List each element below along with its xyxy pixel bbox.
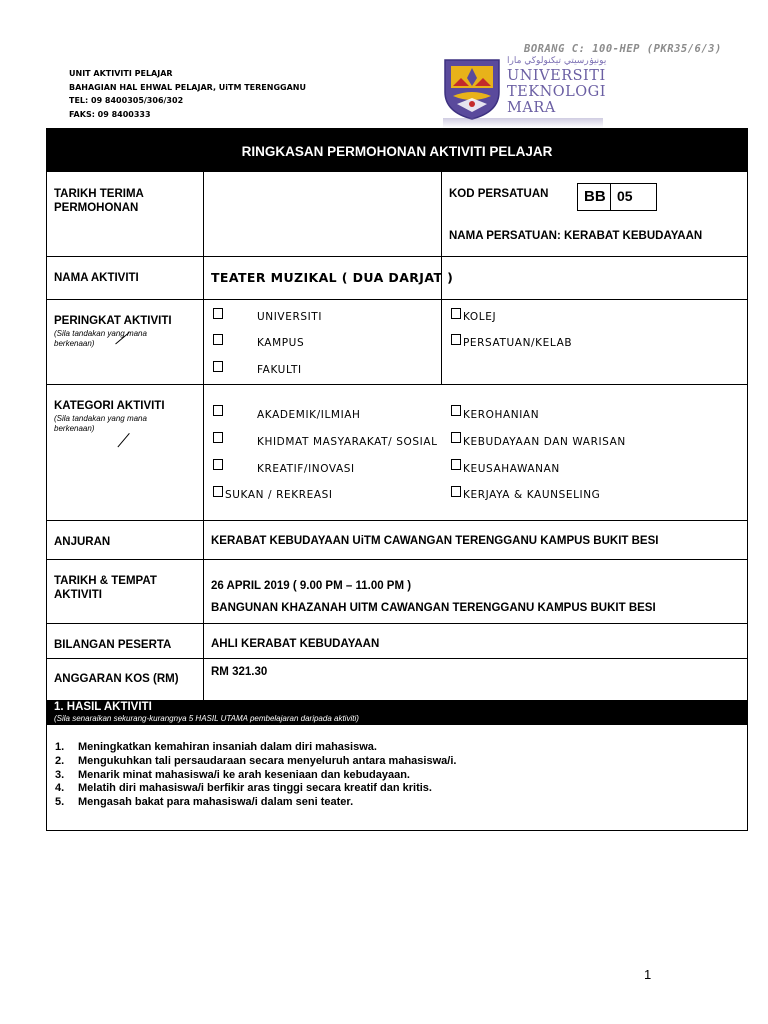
checkbox-kampus[interactable] [213,334,223,345]
hasil-aktiviti-note: (Sila senaraikan sekurang-kurangnya 5 HASIL UTAMA pembelajaran daripada aktiviti) [54,714,359,723]
tempat-value[interactable]: BANGUNAN KHAZANAH UITM CAWANGAN TERENGGANU KAMPUS BUKIT BESI [211,602,656,614]
page-number: 1 [644,967,652,982]
peringkat-note: (Sila tandakan yang mana berkenaan) [54,329,147,348]
uitm-crest-icon [443,58,501,120]
option-sukan: SUKAN / REKREASI [225,489,333,501]
checkbox-kerjaya[interactable] [451,486,461,497]
checkbox-kebudayaan[interactable] [451,432,461,443]
anggaran-kos-value[interactable]: RM 321.30 [211,666,268,678]
option-kebudayaan: KEBUDAYAAN DAN WARISAN [463,436,626,448]
form-title: RINGKASAN PERMOHONAN AKTIVITI PELAJAR [47,129,747,172]
logo-text [507,56,607,116]
row-divider [47,559,747,560]
anggaran-kos-label: ANGGARAN KOS (RM) [54,673,179,685]
anjuran-value[interactable]: KERABAT KEBUDAYAAN UiTM CAWANGAN TERENGGANU KAMPUS BUKIT BESI [211,535,659,547]
checkbox-fakulti[interactable] [213,361,223,372]
checkbox-akademik[interactable] [213,405,223,416]
anjuran-label: ANJURAN [54,536,111,548]
option-persatuan-kelab: PERSATUAN/KELAB [463,337,573,349]
logo-line-3: MARA [507,100,556,116]
row-divider [47,520,747,521]
option-keusahawanan: KEUSAHAWANAN [463,463,560,475]
option-universiti: UNIVERSITI [257,311,323,323]
option-kampus: KAMPUS [257,337,305,349]
kod-persatuan-label: KOD PERSATUAN [449,188,549,200]
row-divider [47,256,747,257]
tarikh-terima-label: TARIKH TERIMA PERMOHONAN [54,188,144,214]
row-divider [47,299,747,300]
list-item: 1. Meningkatkan kemahiran insaniah dalam diri mahasiswa. [55,741,377,753]
option-kerjaya: KERJAYA & KAUNSELING [463,489,601,501]
nama-aktiviti-label: NAMA AKTIVITI [54,272,139,284]
list-item: 5. Mengasah bakat para mahasiswa/i dalam seni teater. [55,796,354,809]
checkbox-universiti[interactable] [213,308,223,319]
list-item: 2. Mengukuhkan tali persaudaraan secara menyeluruh antara mahasiswa/i. [55,754,457,767]
handwritten-mark [117,433,129,447]
application-summary-form [46,128,748,831]
kod-persatuan-code-b: 05 [617,188,633,204]
option-khidmat: KHIDMAT MASYARAKAT/ SOSIAL [257,436,438,448]
bilangan-peserta-value[interactable]: AHLI KERABAT KEBUDAYAAN [211,638,380,650]
checkbox-kolej[interactable] [451,308,461,319]
hasil-aktiviti-title: 1. HASIL AKTIVITI [54,701,152,713]
list-item: 4. Melatih diri mahasiswa/i berfikir aras tinggi secara kreatif dan kritis. [55,782,432,795]
tarikh-value[interactable]: 26 APRIL 2019 ( 9.00 PM – 11.00 PM ) [211,580,412,592]
row-divider [47,658,747,659]
option-fakulti: FAKULTI [257,364,302,376]
logo-line-1: UNIVERSITI [507,68,606,84]
form-code: BORANG C: 100-HEP (PKR35/6/3) [524,43,722,55]
kategori-note: (Sila tandakan yang mana berkenaan) [54,414,147,433]
option-kolej: KOLEJ [463,311,497,323]
hasil-aktiviti-list [55,741,456,810]
nama-persatuan: NAMA PERSATUAN: KERABAT KEBUDAYAAN [449,230,703,242]
tarikh-tempat-label: TARIKH & TEMPAT AKTIVITI [54,575,157,601]
logo-line-2: TEKNOLOGI [507,84,606,100]
peringkat-label: PERINGKAT AKTIVITI [54,315,172,327]
logo-arabic-text: يونيۏرسيتي تيكنولوڬي مارا [507,56,607,66]
option-kerohanian: KEROHANIAN [463,409,540,421]
kategori-label: KATEGORI AKTIVITI [54,400,165,412]
option-kreatif: KREATIF/INOVASI [257,463,355,475]
nama-aktiviti-value[interactable]: TEATER MUZIKAL ( DUA DARJAT ) [211,270,454,285]
checkbox-kerohanian[interactable] [451,405,461,416]
row-divider [47,623,747,624]
row-divider [47,384,747,385]
bilangan-peserta-label: BILANGAN PESERTA [54,639,172,651]
uitm-logo [443,56,607,128]
checkbox-khidmat[interactable] [213,432,223,443]
checkbox-keusahawanan[interactable] [451,459,461,470]
kod-persatuan-code-a: BB [584,188,606,205]
checkbox-sukan[interactable] [213,486,223,497]
kod-persatuan-box[interactable] [577,183,657,211]
unit-line: FAKS: 09 8400333 [69,109,151,119]
column-divider [203,172,204,700]
logo-reflection [443,118,603,128]
unit-line: BAHAGIAN HAL EHWAL PELAJAR, UiTM TERENGGANU [69,82,306,92]
list-item: 3. Menarik minat mahasiswa/i ke arah keseniaan dan kebudayaan. [55,768,410,781]
checkbox-persatuan-kelab[interactable] [451,334,461,345]
hasil-aktiviti-header [47,700,747,725]
unit-info [69,67,306,121]
unit-line: TEL: 09 8400305/306/302 [69,96,184,105]
checkbox-kreatif[interactable] [213,459,223,470]
unit-line: UNIT AKTIVITI PELAJAR [69,69,173,78]
option-akademik: AKADEMIK/ILMIAH [257,409,361,421]
